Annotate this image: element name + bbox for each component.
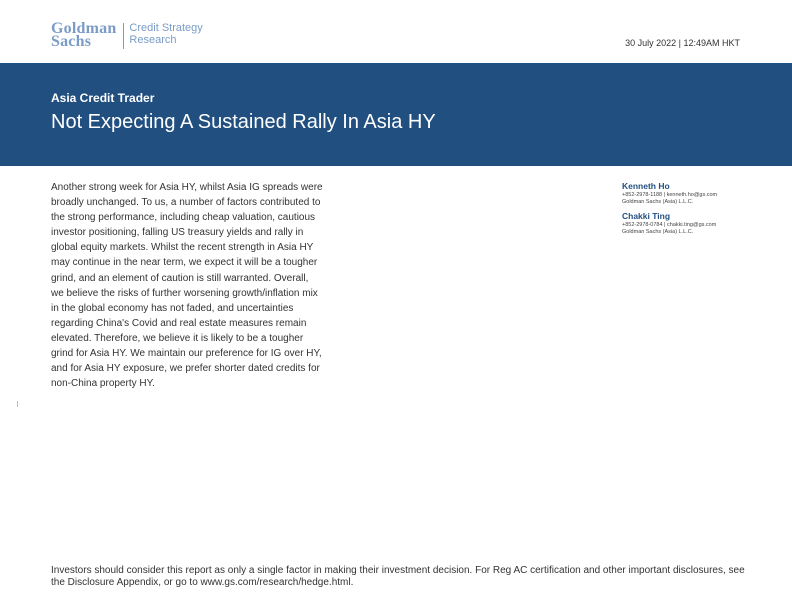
- author-name[interactable]: Chakki Ting: [622, 211, 671, 221]
- unit-line-1: Credit Strategy: [129, 22, 203, 34]
- goldman-sachs-logo: [51, 22, 116, 48]
- logo-line-1: Goldman: [51, 20, 117, 37]
- author-contact[interactable]: +852-2978-1188 | kenneth.ho@gs.com: [622, 192, 718, 198]
- disclosure-footer: Investors should consider this report as only a single factor in making their investment decision. For Reg AC certification and other important disclosures, see the Disclosure Appendix, or go to www.gs.com/research/hedge.html.: [51, 565, 745, 588]
- logo-line-2: Sachs: [51, 33, 92, 50]
- author-name[interactable]: Kenneth Ho: [622, 181, 670, 191]
- margin-mark: [17, 401, 18, 407]
- logo: [51, 22, 203, 49]
- author-entry: [622, 211, 762, 235]
- business-unit: [129, 22, 202, 46]
- unit-line-2: Research: [129, 34, 177, 46]
- author-contact[interactable]: +852-2978-0784 | chakki.ting@gs.com: [622, 222, 717, 228]
- author-firm: Goldman Sachs (Asia) L.L.C.: [622, 198, 694, 205]
- author-list: [622, 181, 762, 241]
- title-banner: [0, 63, 792, 166]
- author-entry: [622, 181, 762, 205]
- logo-divider: [123, 23, 124, 49]
- summary-paragraph: Another strong week for Asia HY, whilst Asia IG spreads were broadly unchanged. To us, a number of factors contributed to the strong performance, including cheap valuation, cautious investor positioning, falling US treasury yields and rally in global equity markets. Whilst the recent strength in Asia HY may continue in the near term, we expect it will be a tougher grind, and an element of caution is still warranted. Overall, we believe the risks of further worsening growth/inflation mix in the global economy has not faded, and uncertainties regarding China's Covid and real estate measures remain elevated. Therefore, we believe it is likely to be a tougher grind for Asia HY. We maintain our preference for IG over HY, and for Asia HY exposure, we prefer shorter dated credits for non-China property HY.: [51, 182, 323, 390]
- series-name: Asia Credit Trader: [51, 91, 155, 105]
- report-title: Not Expecting A Sustained Rally In Asia HY: [51, 111, 436, 133]
- publication-date: 30 July 2022 | 12:49AM HKT: [625, 38, 740, 48]
- author-firm: Goldman Sachs (Asia) L.L.C.: [622, 228, 694, 235]
